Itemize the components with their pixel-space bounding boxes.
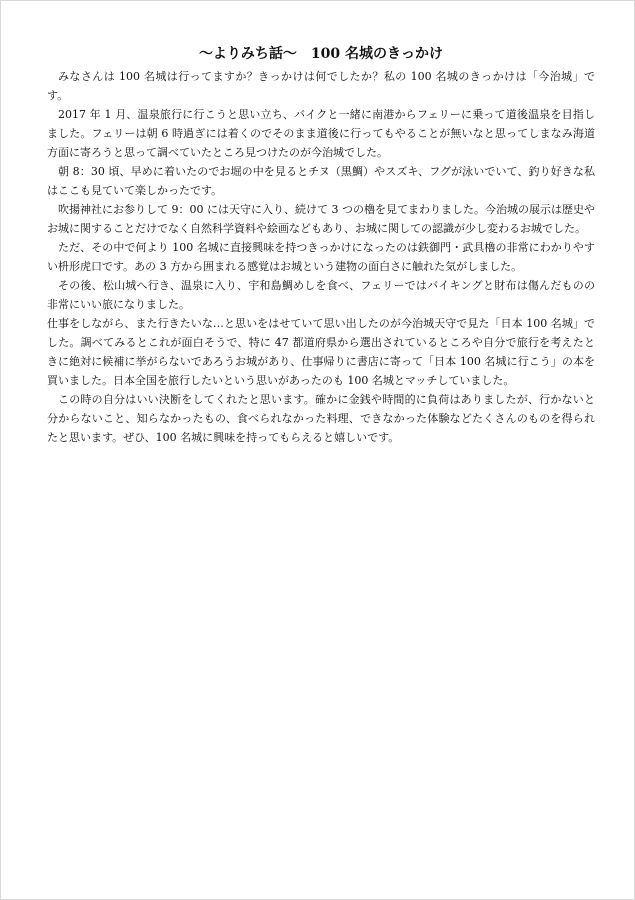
paragraph-conclusion: この時の自分はいい決断をしてくれたと思います。確かに金銭や時間的に負荷はありましたが、行かないと分からないこと、知らなかったもの、食べられなかった料理、できなかった体験などたくさんのものを得られたと思います。ぜひ、100 名城に興味を持ってもらえると嬉しいです。: [47, 393, 595, 444]
paragraph-after: その後、松山城へ行き、温泉に入り、宇和島鯛めしを食べ、フェリーではバイキングと財布は傷んだものの非常にいい旅になりました。: [47, 279, 595, 311]
paragraph-100-castles-book: 仕事をしながら、また行きたいな…と思いをはせていて思い出したのが今治城天守で見た「日本 100 名城」でした。調べてみるとこれが面白そうで、特に 47 都道府県から選出されているところや自分で旅行を考えたときに絶対に候補に挙がらないであろうお城があり、仕事帰りに書店に寄って「日本 100 名城に行こう」の本を買いました。日本全国を旅行したいという思いがあったのも 100 名城とマッチしていました。: [47, 317, 595, 387]
document-title: 〜よりみち話〜 100 名城のきっかけ: [198, 46, 444, 62]
document-body: [47, 43, 595, 447]
paragraph-moat: 朝 8：30 頃、早めに着いたのでお堀の中を見るとチヌ（黒鯛）やスズキ、フグが泳いでいて、釣り好きな私はここも見ていて楽しかったです。: [47, 165, 595, 197]
paragraph-trip-plan: 2017 年 1 月、温泉旅行に行こうと思い立ち、バイクと一緒に南港からフェリーに乗って道後温泉を目指しました。フェリーは朝 6 時過ぎには着くのでそのまま道後に行ってもやることが無いなと思ってしまなみ海道方面に寄ろうと思って調べていたところ見つけたのが今治城でした。: [47, 108, 595, 159]
paragraph-masugata: ただ、その中で何より 100 名城に直接興味を持つきっかけになったのは鉄御門・武具櫓の非常にわかりやすい枡形虎口です。あの 3 方から囲まれる感覚はお城という建物の面白さに触れた気がしました。: [47, 241, 595, 273]
paragraph-keep-visit: 吹揚神社にお参りして 9：00 には天守に入り、続けて 3 つの櫓を見てまわりました。今治城の展示は歴史やお城に関することだけでなく自然科学資料や絵画などもあり、お城に関しての認識が少し変わるお城でした。: [47, 203, 595, 235]
paragraph-intro: みなさんは 100 名城は行ってますか？きっかけは何でしたか？私の 100 名城のきっかけは「今治城」です。: [47, 70, 595, 102]
